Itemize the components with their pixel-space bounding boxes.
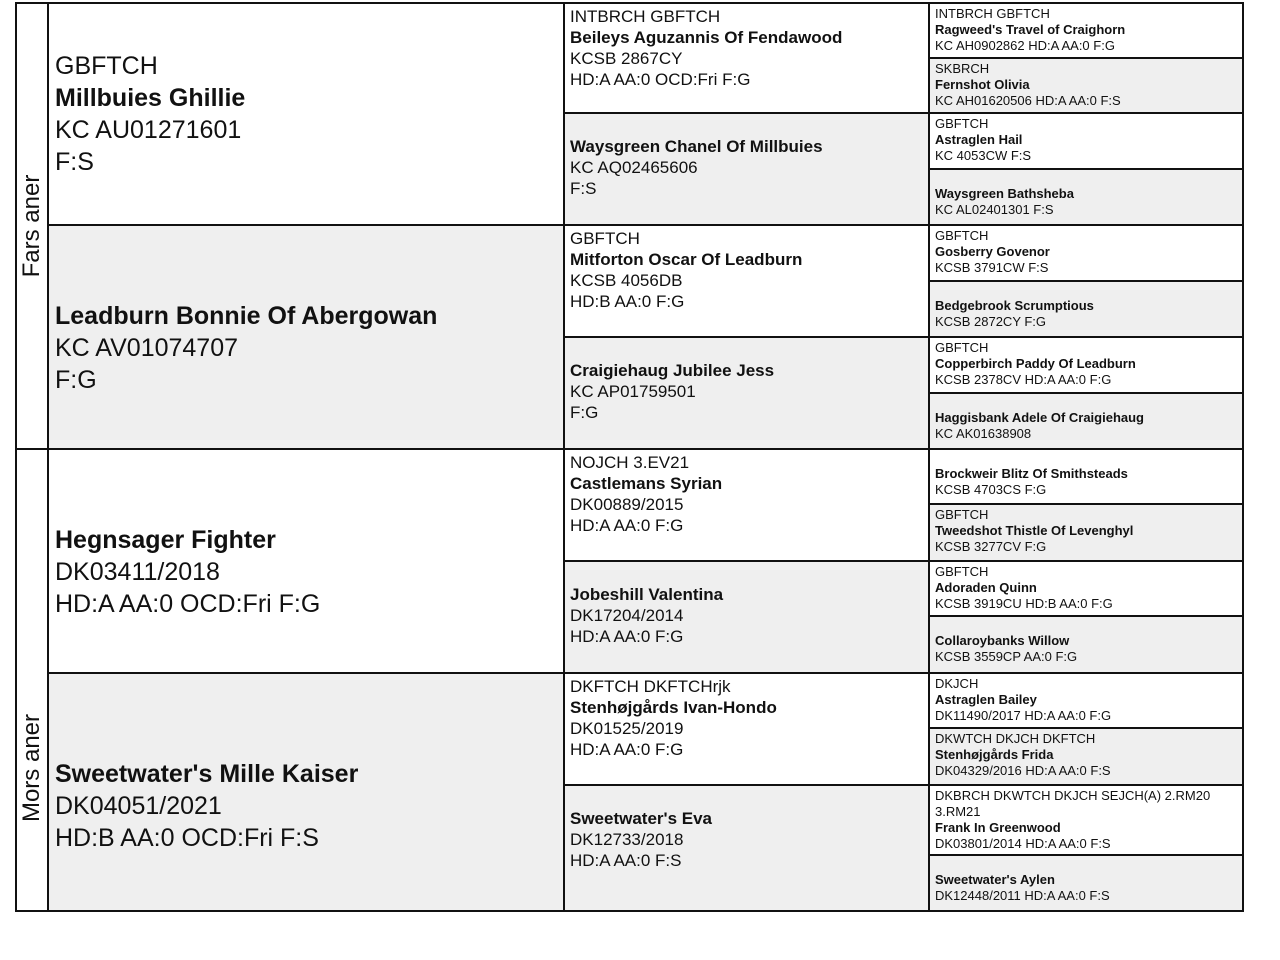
dog-titles: NOJCH 3.EV21: [570, 453, 690, 472]
gen3-dog-cell: [928, 854, 1244, 912]
dog-registration-info: KCSB 4056DB: [570, 271, 683, 290]
dog-titles: GBFTCH: [935, 340, 989, 355]
dog-name: Stenhøjgårds Ivan-Hondo: [570, 698, 777, 717]
dog-name: Sweetwater's Eva: [570, 809, 713, 828]
dog-registration-info: KC AK01638908: [935, 426, 1032, 441]
dog-registration-info: KC 4053CW F:S: [935, 148, 1032, 163]
dog-registration-info: KCSB 3791CW F:S: [935, 260, 1049, 275]
dog-registration-info: KC AP01759501: [570, 382, 696, 401]
dog-registration-info: F:S: [55, 148, 94, 176]
sire-side-bar: [15, 2, 49, 450]
dam-side-bar: [15, 448, 49, 912]
dog-registration-info: HD:B AA:0 OCD:Fri F:S: [55, 824, 319, 852]
dog-name: Craigiehaug Jubilee Jess: [570, 361, 775, 380]
dog-titles: INTBRCH GBFTCH: [570, 7, 721, 26]
dog-registration-info: DK17204/2014: [570, 606, 684, 625]
gen1-dog-cell: [47, 224, 565, 450]
gen1-dog-cell: [47, 672, 565, 912]
dog-titles: GBFTCH: [935, 507, 989, 522]
dog-registration-info: DK11490/2017 HD:A AA:0 F:G: [935, 708, 1112, 723]
dog-name: Sweetwater's Mille Kaiser: [55, 760, 359, 788]
dog-titles: GBFTCH: [935, 564, 989, 579]
dog-titles: DKJCH: [935, 676, 979, 691]
dog-name: Sweetwater's Aylen: [935, 872, 1055, 887]
dog-name: Tweedshot Thistle Of Levenghyl: [935, 523, 1134, 538]
dog-registration-info: KCSB 3559CP AA:0 F:G: [935, 649, 1078, 664]
dog-registration-info: HD:A AA:0 OCD:Fri F:G: [570, 70, 751, 89]
dog-registration-info: DK12733/2018: [570, 830, 684, 849]
dog-registration-info: DK00889/2015: [570, 495, 684, 514]
sire-side-label: Fars aner: [18, 174, 45, 278]
dog-name: Frank In Greenwood: [935, 820, 1061, 835]
dog-name: Leadburn Bonnie Of Abergowan: [55, 302, 438, 330]
dog-registration-info: HD:A AA:0 F:G: [570, 516, 684, 535]
dog-registration-info: DK04329/2016 HD:A AA:0 F:S: [935, 763, 1111, 778]
dog-name: Fernshot Olivia: [935, 77, 1030, 92]
dog-titles: DKFTCH DKFTCHrjk: [570, 677, 731, 696]
gen2-dog-cell: [563, 224, 930, 338]
dog-name: Beileys Aguzannis Of Fendawood: [570, 28, 843, 47]
dog-registration-info: KC AH01620506 HD:A AA:0 F:S: [935, 93, 1121, 108]
gen2-dog-cell: [563, 112, 930, 226]
dog-name: Collaroybanks Willow: [935, 633, 1070, 648]
gen3-dog-cell: [928, 280, 1244, 338]
dog-registration-info: DK04051/2021: [55, 792, 222, 820]
dog-name: Adoraden Quinn: [935, 580, 1037, 595]
dog-registration-info: KC AL02401301 F:S: [935, 202, 1054, 217]
dog-registration-info: KCSB 4703CS F:G: [935, 482, 1047, 497]
gen2-dog-cell: [563, 672, 930, 786]
dog-name: Hegnsager Fighter: [55, 526, 276, 554]
dog-registration-info: DK01525/2019: [570, 719, 684, 738]
gen2-dog-cell: [563, 336, 930, 450]
dog-registration-info: HD:B AA:0 F:G: [570, 292, 685, 311]
dog-registration-info: KCSB 3277CV F:G: [935, 539, 1047, 554]
gen3-dog-cell: [928, 336, 1244, 394]
gen3-dog-cell: [928, 672, 1244, 729]
dog-titles: DKBRCH DKWTCH DKJCH SEJCH(A) 2.RM20: [935, 788, 1211, 803]
gen2-dog-cell: [563, 448, 930, 562]
dog-name: Brockweir Blitz Of Smithsteads: [935, 466, 1128, 481]
dog-registration-info: KCSB 2867CY: [570, 49, 683, 68]
dog-registration-info: KC AU01271601: [55, 116, 242, 144]
dog-name: Castlemans Syrian: [570, 474, 723, 493]
dog-titles: GBFTCH: [570, 229, 640, 248]
gen3-dog-cell: [928, 112, 1244, 170]
gen3-dog-cell: [928, 168, 1244, 226]
dog-registration-info: HD:A AA:0 OCD:Fri F:G: [55, 590, 321, 618]
dog-name: Stenhøjgårds Frida: [935, 747, 1054, 762]
dog-name: Millbuies Ghillie: [55, 84, 246, 112]
dog-name: Waysgreen Chanel Of Millbuies: [570, 137, 823, 156]
dog-registration-info: KC AQ02465606: [570, 158, 698, 177]
gen3-dog-cell: [928, 448, 1244, 505]
gen1-dog-cell: [47, 2, 565, 226]
dog-name: Mitforton Oscar Of Leadburn: [570, 250, 803, 269]
dog-titles: GBFTCH: [935, 228, 989, 243]
dog-registration-info: KC AH0902862 HD:A AA:0 F:G: [935, 38, 1115, 53]
dog-titles: DKWTCH DKJCH DKFTCH: [935, 731, 1096, 746]
gen3-dog-cell: [928, 57, 1244, 114]
gen3-dog-cell: [928, 392, 1244, 450]
dog-registration-info: DK03411/2018: [55, 558, 220, 586]
gen3-dog-cell: [928, 224, 1244, 282]
gen2-dog-cell: [563, 784, 930, 912]
dog-registration-info: KCSB 2872CY F:G: [935, 314, 1047, 329]
dog-registration-info: HD:A AA:0 F:G: [570, 627, 684, 646]
gen2-dog-cell: [563, 2, 930, 114]
dog-name: Gosberry Govenor: [935, 244, 1050, 259]
dog-registration-info: F:G: [55, 366, 97, 394]
dog-registration-info: KC AV01074707: [55, 334, 239, 362]
gen3-dog-cell: [928, 615, 1244, 674]
dog-name: Waysgreen Bathsheba: [935, 186, 1074, 201]
dam-side-label: Mors aner: [18, 713, 45, 823]
dog-titles: INTBRCH GBFTCH: [935, 6, 1050, 21]
dog-registration-info: DK12448/2011 HD:A AA:0 F:S: [935, 888, 1110, 903]
dog-registration-info: F:S: [570, 179, 597, 198]
gen1-dog-cell: [47, 448, 565, 674]
dog-name: Ragweed's Travel of Craighorn: [935, 22, 1126, 37]
dog-titles: 3.RM21: [935, 804, 981, 819]
gen3-dog-cell: [928, 784, 1244, 856]
gen2-dog-cell: [563, 560, 930, 674]
dog-registration-info: KCSB 3919CU HD:B AA:0 F:G: [935, 596, 1113, 611]
gen3-dog-cell: [928, 560, 1244, 617]
dog-registration-info: HD:A AA:0 F:S: [570, 851, 682, 870]
dog-name: Jobeshill Valentina: [570, 585, 724, 604]
dog-registration-info: HD:A AA:0 F:G: [570, 740, 684, 759]
gen3-dog-cell: [928, 2, 1244, 59]
dog-name: Astraglen Hail: [935, 132, 1023, 147]
dog-name: Haggisbank Adele Of Craigiehaug: [935, 410, 1145, 425]
dog-name: Copperbirch Paddy Of Leadburn: [935, 356, 1136, 371]
dog-titles: GBFTCH: [55, 52, 158, 80]
dog-registration-info: F:G: [570, 403, 599, 422]
gen3-dog-cell: [928, 503, 1244, 562]
dog-registration-info: DK03801/2014 HD:A AA:0 F:S: [935, 836, 1111, 851]
gen3-dog-cell: [928, 727, 1244, 786]
dog-registration-info: KCSB 2378CV HD:A AA:0 F:G: [935, 372, 1112, 387]
dog-titles: SKBRCH: [935, 61, 990, 76]
dog-name: Bedgebrook Scrumptious: [935, 298, 1094, 313]
dog-name: Astraglen Bailey: [935, 692, 1037, 707]
dog-titles: GBFTCH: [935, 116, 989, 131]
